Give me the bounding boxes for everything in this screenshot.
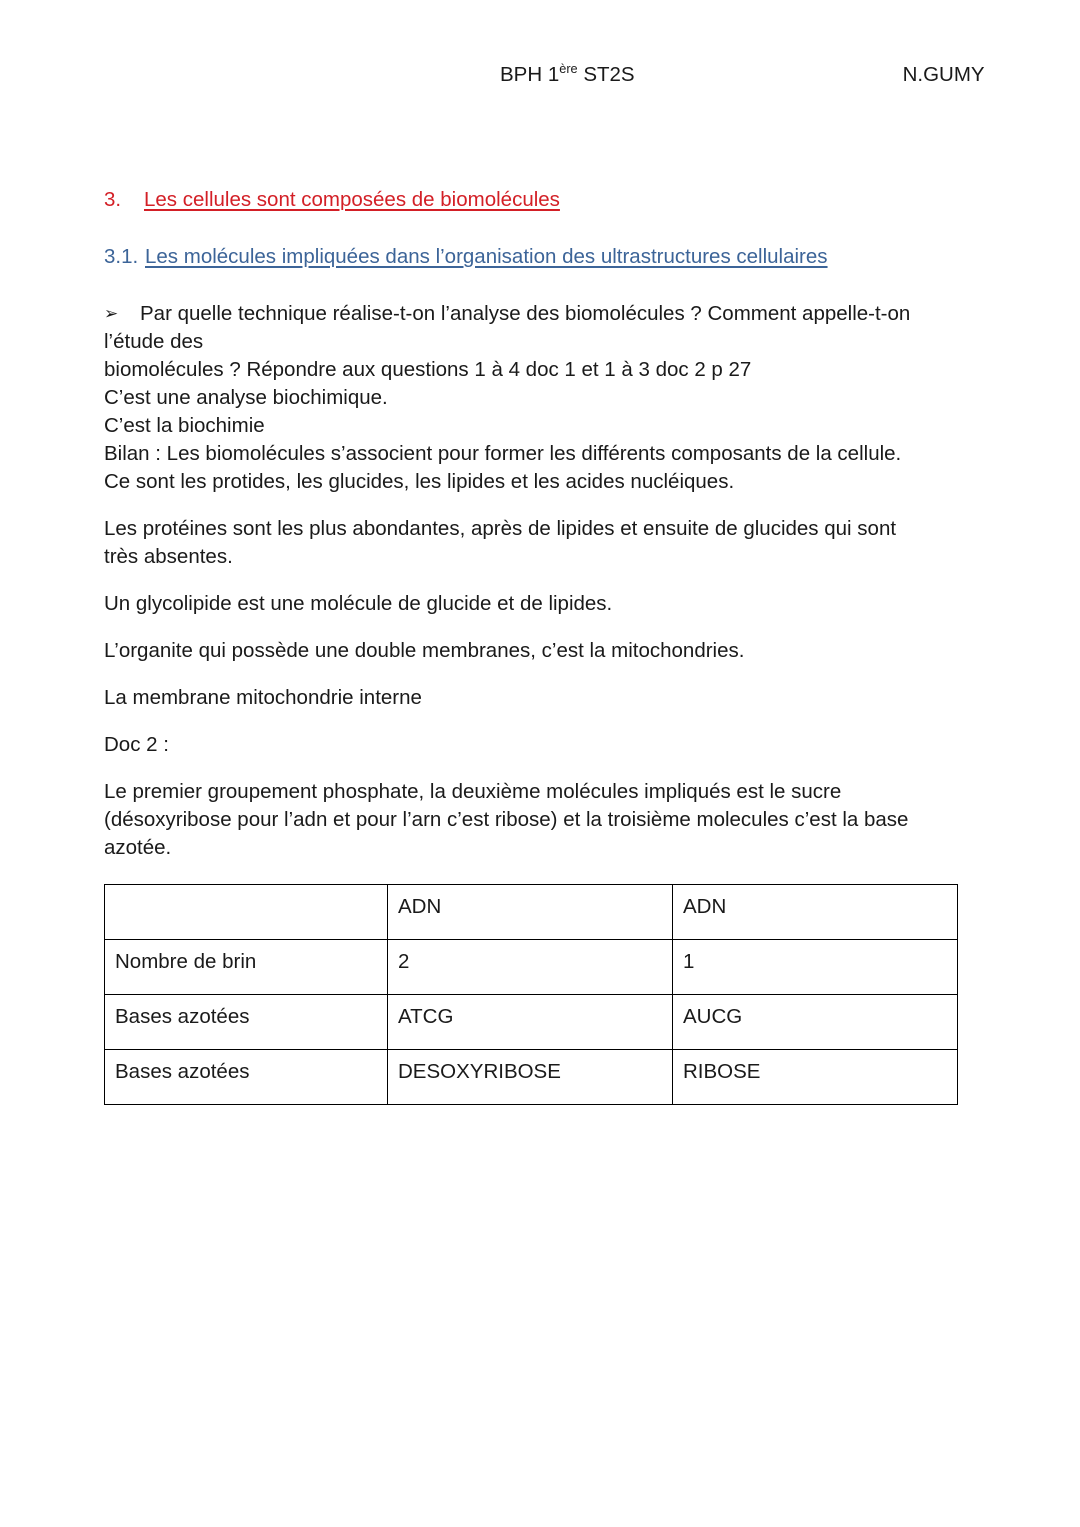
header-course-prefix: BPH 1 [500,63,560,86]
table-header-cell-blank [105,885,388,940]
answer-biochimie: C’est la biochimie [104,414,265,437]
table-row [105,940,958,995]
table-cell-row-label: Nombre de brin [105,940,388,995]
question-block [104,300,932,384]
section-heading-3-label: Les cellules sont composées de biomolécules [144,188,560,211]
header-course-title [500,62,635,88]
header-course-suffix: ST2S [577,63,635,86]
section-heading-3-1-label: Les molécules impliquées dans l’organisation des ultrastructures cellulaires [145,245,828,268]
paragraph-organite: L’organite qui possède une double membranes, c’est la mitochondries. [104,639,745,662]
paragraph-glycolipide: Un glycolipide est une molécule de glucide et de lipides. [104,592,613,615]
table-cell-row-label: Bases azotées [105,1050,388,1105]
question-text-line-1: Par quelle technique réalise-t-on l’analyse des biomolécules ? Comment appelle-t-on l’étude des [104,302,911,353]
paragraph-doc-2-description: Le premier groupement phosphate, la deuxième molécules impliqués est le sucre (désoxyribose pour l’adn et pour l’arn c’est ribose) et la troisième molecules c’est la base azotée. [104,780,909,859]
bilan-paragraph: Bilan : Les biomolécules s’associent pour former les différents composants de la cellule. Ce sont les protides, les glucides, les lipides et les acides nucléiques. [104,442,902,493]
section-heading-3-1-number: 3.1. [104,245,139,268]
table-header-cell-adn: ADN [388,885,673,940]
table-cell-value: RIBOSE [673,1050,958,1105]
spacer [104,618,932,637]
doc-2-label: Doc 2 : [104,733,169,756]
page-header [104,61,985,92]
table-row [105,1050,958,1105]
spacer [104,496,932,515]
spacer [104,665,932,684]
table-cell-value: ATCG [388,995,673,1050]
table-row [105,995,958,1050]
table-cell-row-label: Bases azotées [105,995,388,1050]
section-heading-3 [104,186,932,213]
spacer [104,712,932,731]
spacer [104,759,932,778]
header-author: N.GUMY [902,63,985,86]
answers-block [104,384,932,496]
arrow-bullet-icon: ➢ [104,304,119,323]
table-cell-value: AUCG [673,995,958,1050]
answer-biochimique: C’est une analyse biochimique. [104,386,388,409]
table-cell-value: 1 [673,940,958,995]
header-course-superscript: ère [559,61,578,77]
paragraph-proteines: Les protéines sont les plus abondantes, après de lipides et ensuite de glucides qui sont très absentes. [104,517,897,568]
table-cell-value: DESOXYRIBOSE [388,1050,673,1105]
table-cell-value: 2 [388,940,673,995]
document-body [104,186,932,1105]
section-heading-3-number: 3. [104,188,122,211]
table-header-row [105,885,958,940]
section-heading-3-1 [104,243,932,270]
adn-arn-comparison-table [104,884,958,1105]
paragraph-membrane-interne: La membrane mitochondrie interne [104,686,422,709]
table-header-cell-arn: ADN [673,885,958,940]
spacer [104,571,932,590]
question-text-line-2: biomolécules ? Répondre aux questions 1 à 4 doc 1 et 1 à 3 doc 2 p 27 [104,358,752,381]
